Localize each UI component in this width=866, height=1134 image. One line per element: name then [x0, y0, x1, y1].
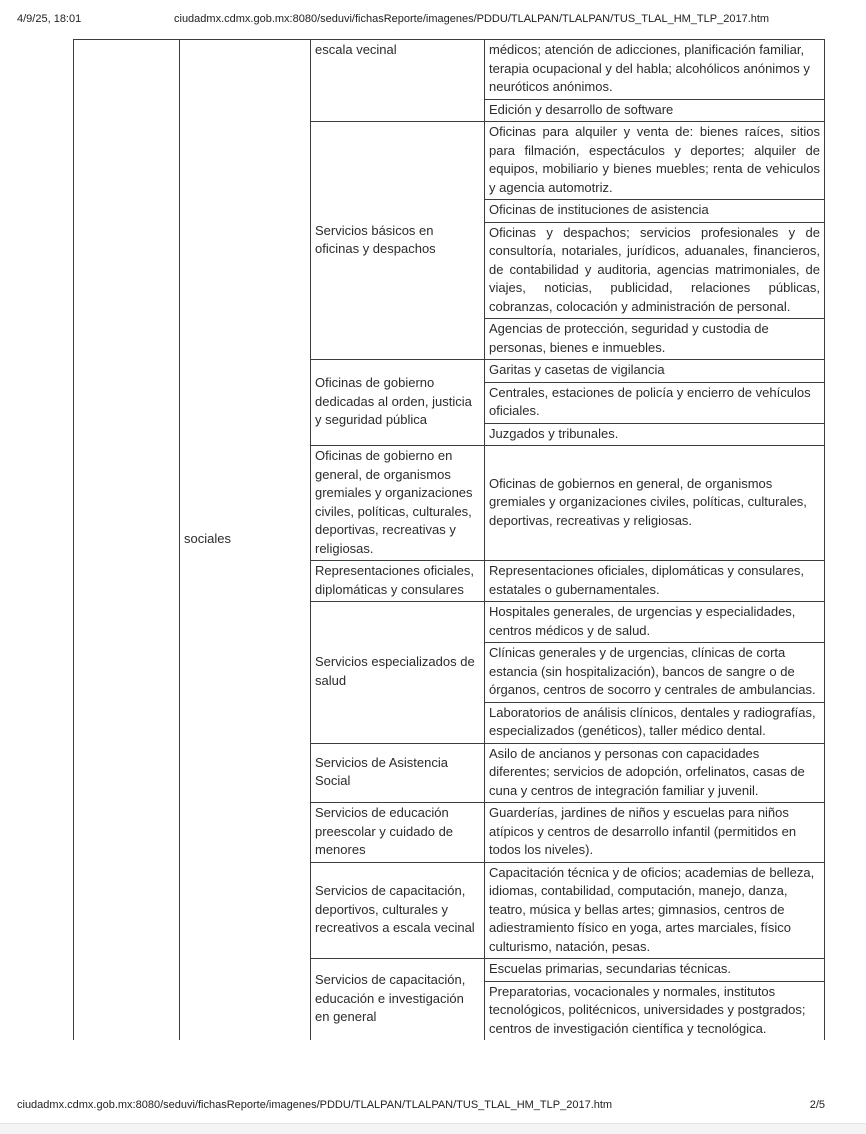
category-cell: Servicios especializados de salud: [311, 602, 485, 744]
detail-cell: Representaciones oficiales, diplomáticas y consulares, estatales o gubernamentales.: [485, 561, 825, 602]
category-cell: Representaciones oficiales, diplomáticas y consulares: [311, 561, 485, 602]
detail-cell: Escuelas primarias, secundarias técnicas.: [485, 959, 825, 982]
detail-cell: Asilo de ancianos y personas con capacidades diferentes; servicios de adopción, orfelinatos, casas de cuna y centros de integración familiar y juvenil.: [485, 743, 825, 803]
header-datetime: 4/9/25, 18:01: [17, 13, 82, 25]
detail-cell: Preparatorias, vocacionales y normales, institutos tecnológicos, politécnicos, universidades y postgrados; centros de investigación científica y tecnológica.: [485, 981, 825, 1040]
detail-cell: Capacitación técnica y de oficios; academias de belleza, idiomas, contabilidad, computación, manejo, danza, teatro, música y bellas artes; gimnasios, centros de adiestramiento físico en yoga, artes marciales, físico culturismo, natación, pesas.: [485, 862, 825, 959]
category-cell: Servicios de Asistencia Social: [311, 743, 485, 803]
category-cell: Servicios de capacitación, deportivos, culturales y recreativos a escala vecinal: [311, 862, 485, 959]
category-cell: Servicios básicos en oficinas y despachos: [311, 122, 485, 360]
detail-cell: médicos; atención de adicciones, planificación familiar, terapia ocupacional y del habla; alcohólicos anónimos y neuróticos anónimos.: [485, 40, 825, 100]
header-url: ciudadmx.cdmx.gob.mx:8080/seduvi/fichasReporte/imagenes/PDDU/TLALPAN/TLALPAN/TUS_TLAL_HM_TLP_2017.htm: [174, 13, 770, 25]
detail-cell: Clínicas generales y de urgencias, clínicas de corta estancia (sin hospitalización), bancos de sangre o de órganos, centros de socorro y centrales de ambulancias.: [485, 643, 825, 703]
detail-cell: Laboratorios de análisis clínicos, dentales y radiografías, especializados (genéticos), taller médico dental.: [485, 702, 825, 743]
footer-page-indicator: 2/5: [809, 1099, 825, 1111]
detail-cell: Edición y desarrollo de software: [485, 99, 825, 122]
left-margin-cell: [74, 40, 180, 1041]
detail-cell: Centrales, estaciones de policía y encierro de vehículos oficiales.: [485, 382, 825, 423]
detail-cell: Juzgados y tribunales.: [485, 423, 825, 446]
detail-cell: Oficinas de gobiernos en general, de organismos gremiales y organizaciones civiles, políticas, culturales, deportivas, recreativas y religiosas.: [485, 446, 825, 561]
category-cell: Servicios de educación preescolar y cuidado de menores: [311, 803, 485, 863]
land-uses-table: [73, 39, 825, 1040]
footer-url: ciudadmx.cdmx.gob.mx:8080/seduvi/fichasReporte/imagenes/PDDU/TLALPAN/TLALPAN/TUS_TLAL_HM_TLP_2017.htm: [17, 1099, 613, 1111]
table-row: [74, 40, 825, 100]
row-label-cell: sociales: [180, 40, 311, 1041]
category-cell: Oficinas de gobierno dedicadas al orden, justicia y seguridad pública: [311, 360, 485, 446]
detail-cell: Oficinas para alquiler y venta de: bienes raíces, sitios para filmación, espectáculos y deportes; alquiler de equipos, mobiliario y bienes muebles; renta de vehiculos y agencia automotriz.: [485, 122, 825, 200]
category-cell: Oficinas de gobierno en general, de organismos gremiales y organizaciones civiles, políticas, culturales, deportivas, recreativas y religiosas.: [311, 446, 485, 561]
detail-cell: Guarderías, jardines de niños y escuelas para niños atípicos y centros de desarrollo infantil (permitidos en todos los niveles).: [485, 803, 825, 863]
category-cell: escala vecinal: [311, 40, 485, 122]
page-edge-strip: [0, 1123, 866, 1134]
detail-cell: Hospitales generales, de urgencias y especialidades, centros médicos y de salud.: [485, 602, 825, 643]
detail-cell: Oficinas de instituciones de asistencia: [485, 200, 825, 223]
detail-cell: Agencias de protección, seguridad y custodia de personas, bienes e inmuebles.: [485, 319, 825, 360]
detail-cell: Garitas y casetas de vigilancia: [485, 360, 825, 383]
category-cell: Servicios de capacitación, educación e investigación en general: [311, 959, 485, 1041]
detail-cell: Oficinas y despachos; servicios profesionales y de consultoría, notariales, jurídicos, aduanales, financieros, de contabilidad y auditoria, agencias matrimoniales, de viajes, noticias, publicidad, relaciones públicas, cobranzas, colocación y administración de personal.: [485, 222, 825, 319]
